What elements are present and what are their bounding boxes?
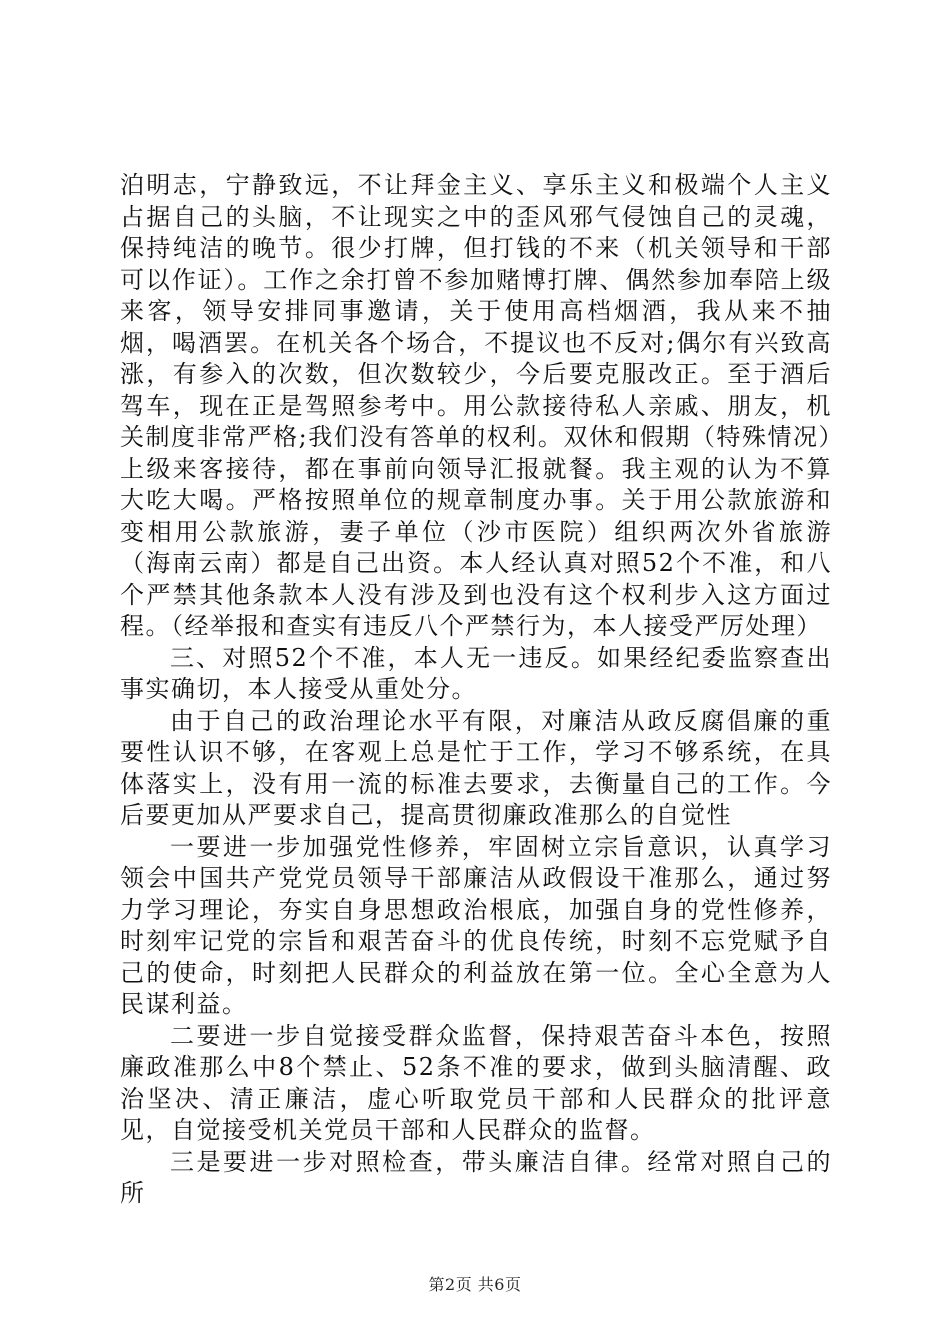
paragraph-shortcomings: 由于自己的政治理论水平有限，对廉洁从政反腐倡廉的重要性认识不够，在客观上总是忙于工作，学习不够系统，在具体落实上，没有用一流的标准去要求，去衡量自己的工作。今后要更加从严要求自己，提高贯彻廉政准那么的自觉性: [120, 706, 832, 829]
paragraph-measure-two: 二要进一步自觉接受群众监督，保持艰苦奋斗本色，按照廉政准那么中8个禁止、52条不准的要求，做到头脑清醒、政治坚决、清正廉洁，虚心听取党员干部和人民群众的批评意见，自觉接受机关党员干部和人民群众的监督。: [120, 1021, 832, 1144]
paragraph-continuation: 泊明志，宁静致远，不让拜金主义、享乐主义和极端个人主义占据自己的头脑，不让现实之中的歪风邪气侵蚀自己的灵魂，保持纯洁的晚节。很少打牌，但打钱的不来（机关领导和干部可以作证）。工作之余打曾不参加赌博打牌、偶然参加奉陪上级来客，领导安排同事邀请，关于使用高档烟酒，我从来不抽烟，喝酒罢。在机关各个场合，不提议也不反对;偶尔有兴致高涨，有参入的次数，但次数较少，今后要克服改正。至于酒后驾车，现在正是驾照参考中。用公款接待私人亲戚、朋友，机关制度非常严格;我们没有答单的权利。双休和假期（特殊情况）上级来客接待，都在事前向领导汇报就餐。我主观的认为不算大吃大喝。严格按照单位的规章制度办事。关于用公款旅游和变相用公款旅游，妻子单位（沙市医院）组织两次外省旅游（海南云南）都是自己出资。本人经认真对照52个不准，和八个严禁其他条款本人没有涉及到也没有这个权利步入这方面过程。（经举报和查实有违反八个严禁行为，本人接受严厉处理）: [120, 171, 832, 640]
page-number-footer: 第2页 共6页: [428, 1275, 522, 1294]
paragraph-measure-three: 三是要进一步对照检查，带头廉洁自律。经常对照自己的所: [120, 1147, 832, 1207]
paragraph-measure-one: 一要进一步加强党性修养，牢固树立宗旨意识，认真学习领会中国共产党党员领导干部廉洁从政假设干准那么，通过努力学习理论，夯实自身思想政治根底，加强自身的党性修养，时刻牢记党的宗旨和艰苦奋斗的优良传统，时刻不忘党赋予自己的使命，时刻把人民群众的利益放在第一位。全心全意为人民谋利益。: [120, 832, 832, 1018]
paragraph-section-three: 三、对照52个不准，本人无一违反。如果经纪委监察查出事实确切，本人接受从重处分。: [120, 643, 832, 703]
document-body: [120, 170, 832, 1210]
